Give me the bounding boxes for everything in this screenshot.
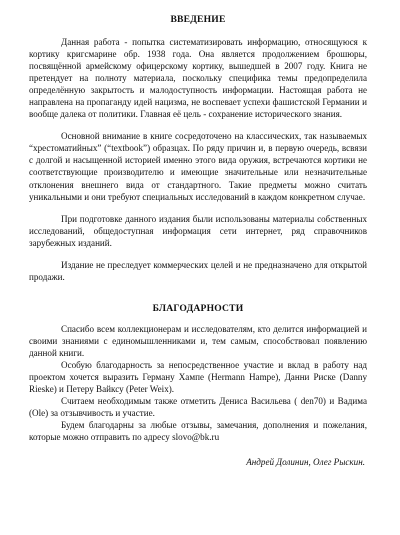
intro-paragraph-3: При подготовке данного издания были использованы материалы собственных исследований, общедоступная информация сети интернет, ряд справочников зарубежных изданий. — [29, 213, 367, 248]
thanks-paragraph-2: Особую благодарность за непосредственное участие и вклад в работу над проектом хочется выразить Герману Хампе (Hermann Hampe), Данни Риске (Danny Rieske) и Петеру Вайксу (Peter Weix). — [29, 359, 367, 395]
thanks-heading: БЛАГОДАРНОСТИ — [152, 302, 244, 314]
thanks-paragraph-4: Будем благодарны за любые отзывы, замечания, дополнения и пожелания, которые можно отправить по адресу slovo@bk.ru — [29, 420, 367, 443]
intro-paragraph-4: Издание не преследует коммерческих целей и не предназначено для открытой продажи. — [29, 259, 367, 282]
authors-signature: Андрей Долинин, Олег Рыскин. — [246, 457, 365, 468]
thanks-paragraph-1: Спасибо всем коллекционерам и исследователям, кто делится информацией и своими знаниями с единомышленниками и, тем самым, способствовал появлению данной книги. — [29, 323, 367, 358]
intro-heading: ВВЕДЕНИЕ — [170, 14, 226, 25]
intro-paragraph-1: Данная работа - попытка систематизировать информацию, относящуюся к кортику кригсмарине обр. 1938 года. Она является продолжением брошюры, посвящённой армейскому офицерскому кортику, вышедшей в 2007 году. Книга не претендует на полноту материала, поскольку специфика темы предопределила определённую закрытость и малодоступность информации. Настоящая работа не направлена на пропаганду идей нацизма, не воспевает успехи фашистской Германии и вообще далека от политики. Главная её цель - сохранение исторического знания. — [29, 37, 367, 120]
intro-paragraph-2: Основной внимание в книге сосредоточено на классических, так называемых “хрестоматийных” (“textbook”) образцах. По ряду причин и, в первую очередь, всвязи с долгой и насыщенной историей именно этого вида оружия, встречаются кортики не соответствующие производителю и имеющие значительные или незначительные отклонения внешнего вида от стандартного. Такие предметы можно считать уникальными и они требуют специальных исследований в каждом конкретном случае. — [29, 131, 367, 202]
thanks-paragraph-3: Считаем необходимым также отметить Дениса Васильева ( den70) и Вадима (Ole) за отзывчивость и участие. — [29, 396, 367, 419]
